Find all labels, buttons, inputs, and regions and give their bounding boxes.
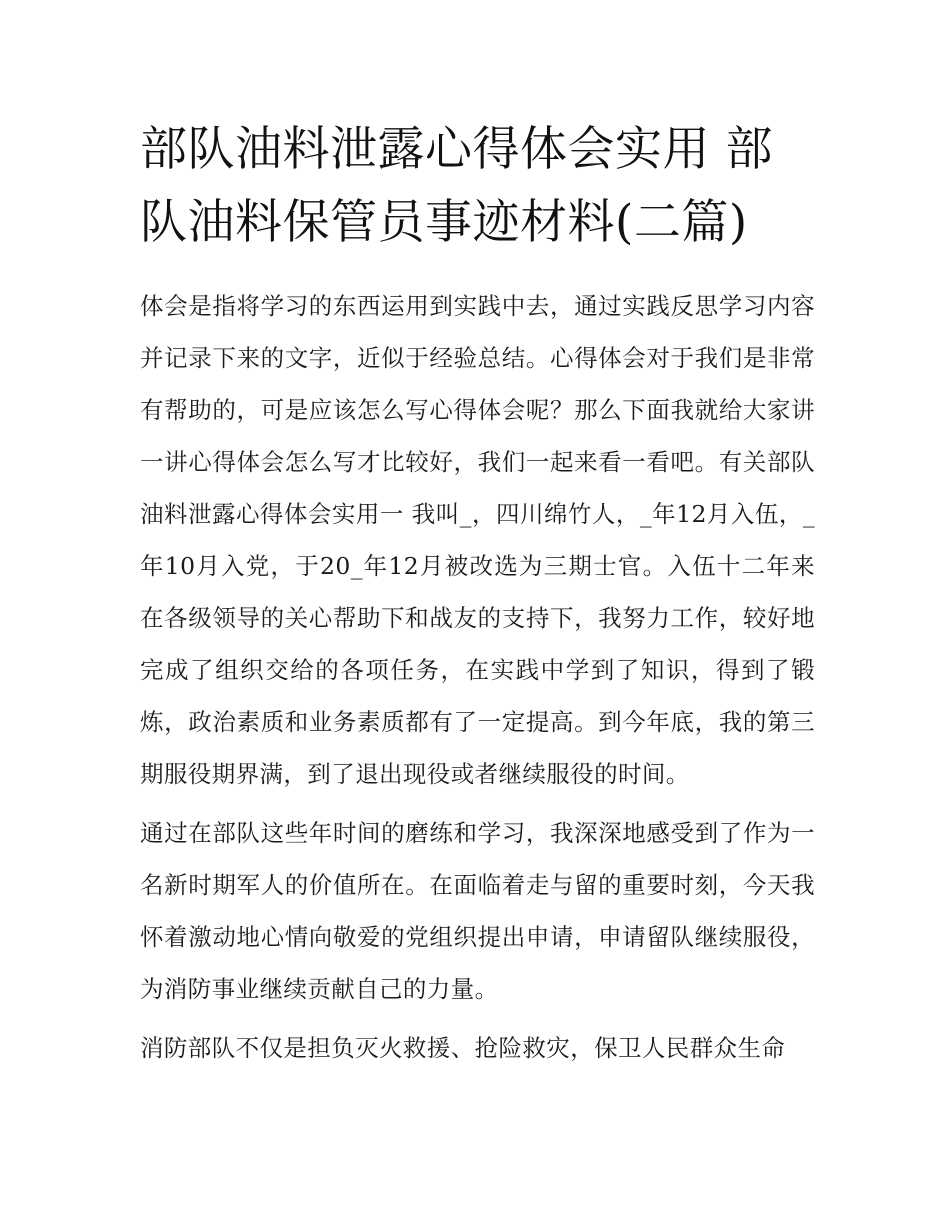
paragraph-fire-service: 消防部队不仅是担负灭火救援、抢险救灾，保卫人民群众生命 [140,1034,786,1062]
document-body [140,280,815,1081]
paragraph-intro: 体会是指将学习的东西运用到实践中去，通过实践反思学习内容并记录下来的文字，近似于经验总结。心得体会对于我们是非常有帮助的，可是应该怎么写心得体会呢？那么下面我就给大家讲一讲心得体会怎么写才比较好，我们一起来看一看吧。有关部队油料泄露心得体会实用一 我叫_，四川绵竹人，_年12月入伍，_年10月入党，于20_年12月被改选为三期士官。入伍十二年来在各级领导的关心帮助下和战友的支持下，我努力工作，较好地完成了组织交给的各项任务，在实践中学到了知识，得到了锻炼，政治素质和业务素质都有了一定提高。到今年底，我的第三期服役期界满，到了退出现役或者继续服役的时间。 [140,292,815,788]
document-title: 部队油料泄露心得体会实用 部队油料保管员事迹材料(二篇) [140,122,773,250]
paragraph-reflection: 通过在部队这些年时间的磨练和学习，我深深地感受到了作为一名新时期军人的价值所在。在面临着走与留的重要时刻，今天我怀着激动地心情向敬爱的党组织提出申请，申请留队继续服役，为消防事业继续贡献自己的力量。 [140,819,815,1003]
